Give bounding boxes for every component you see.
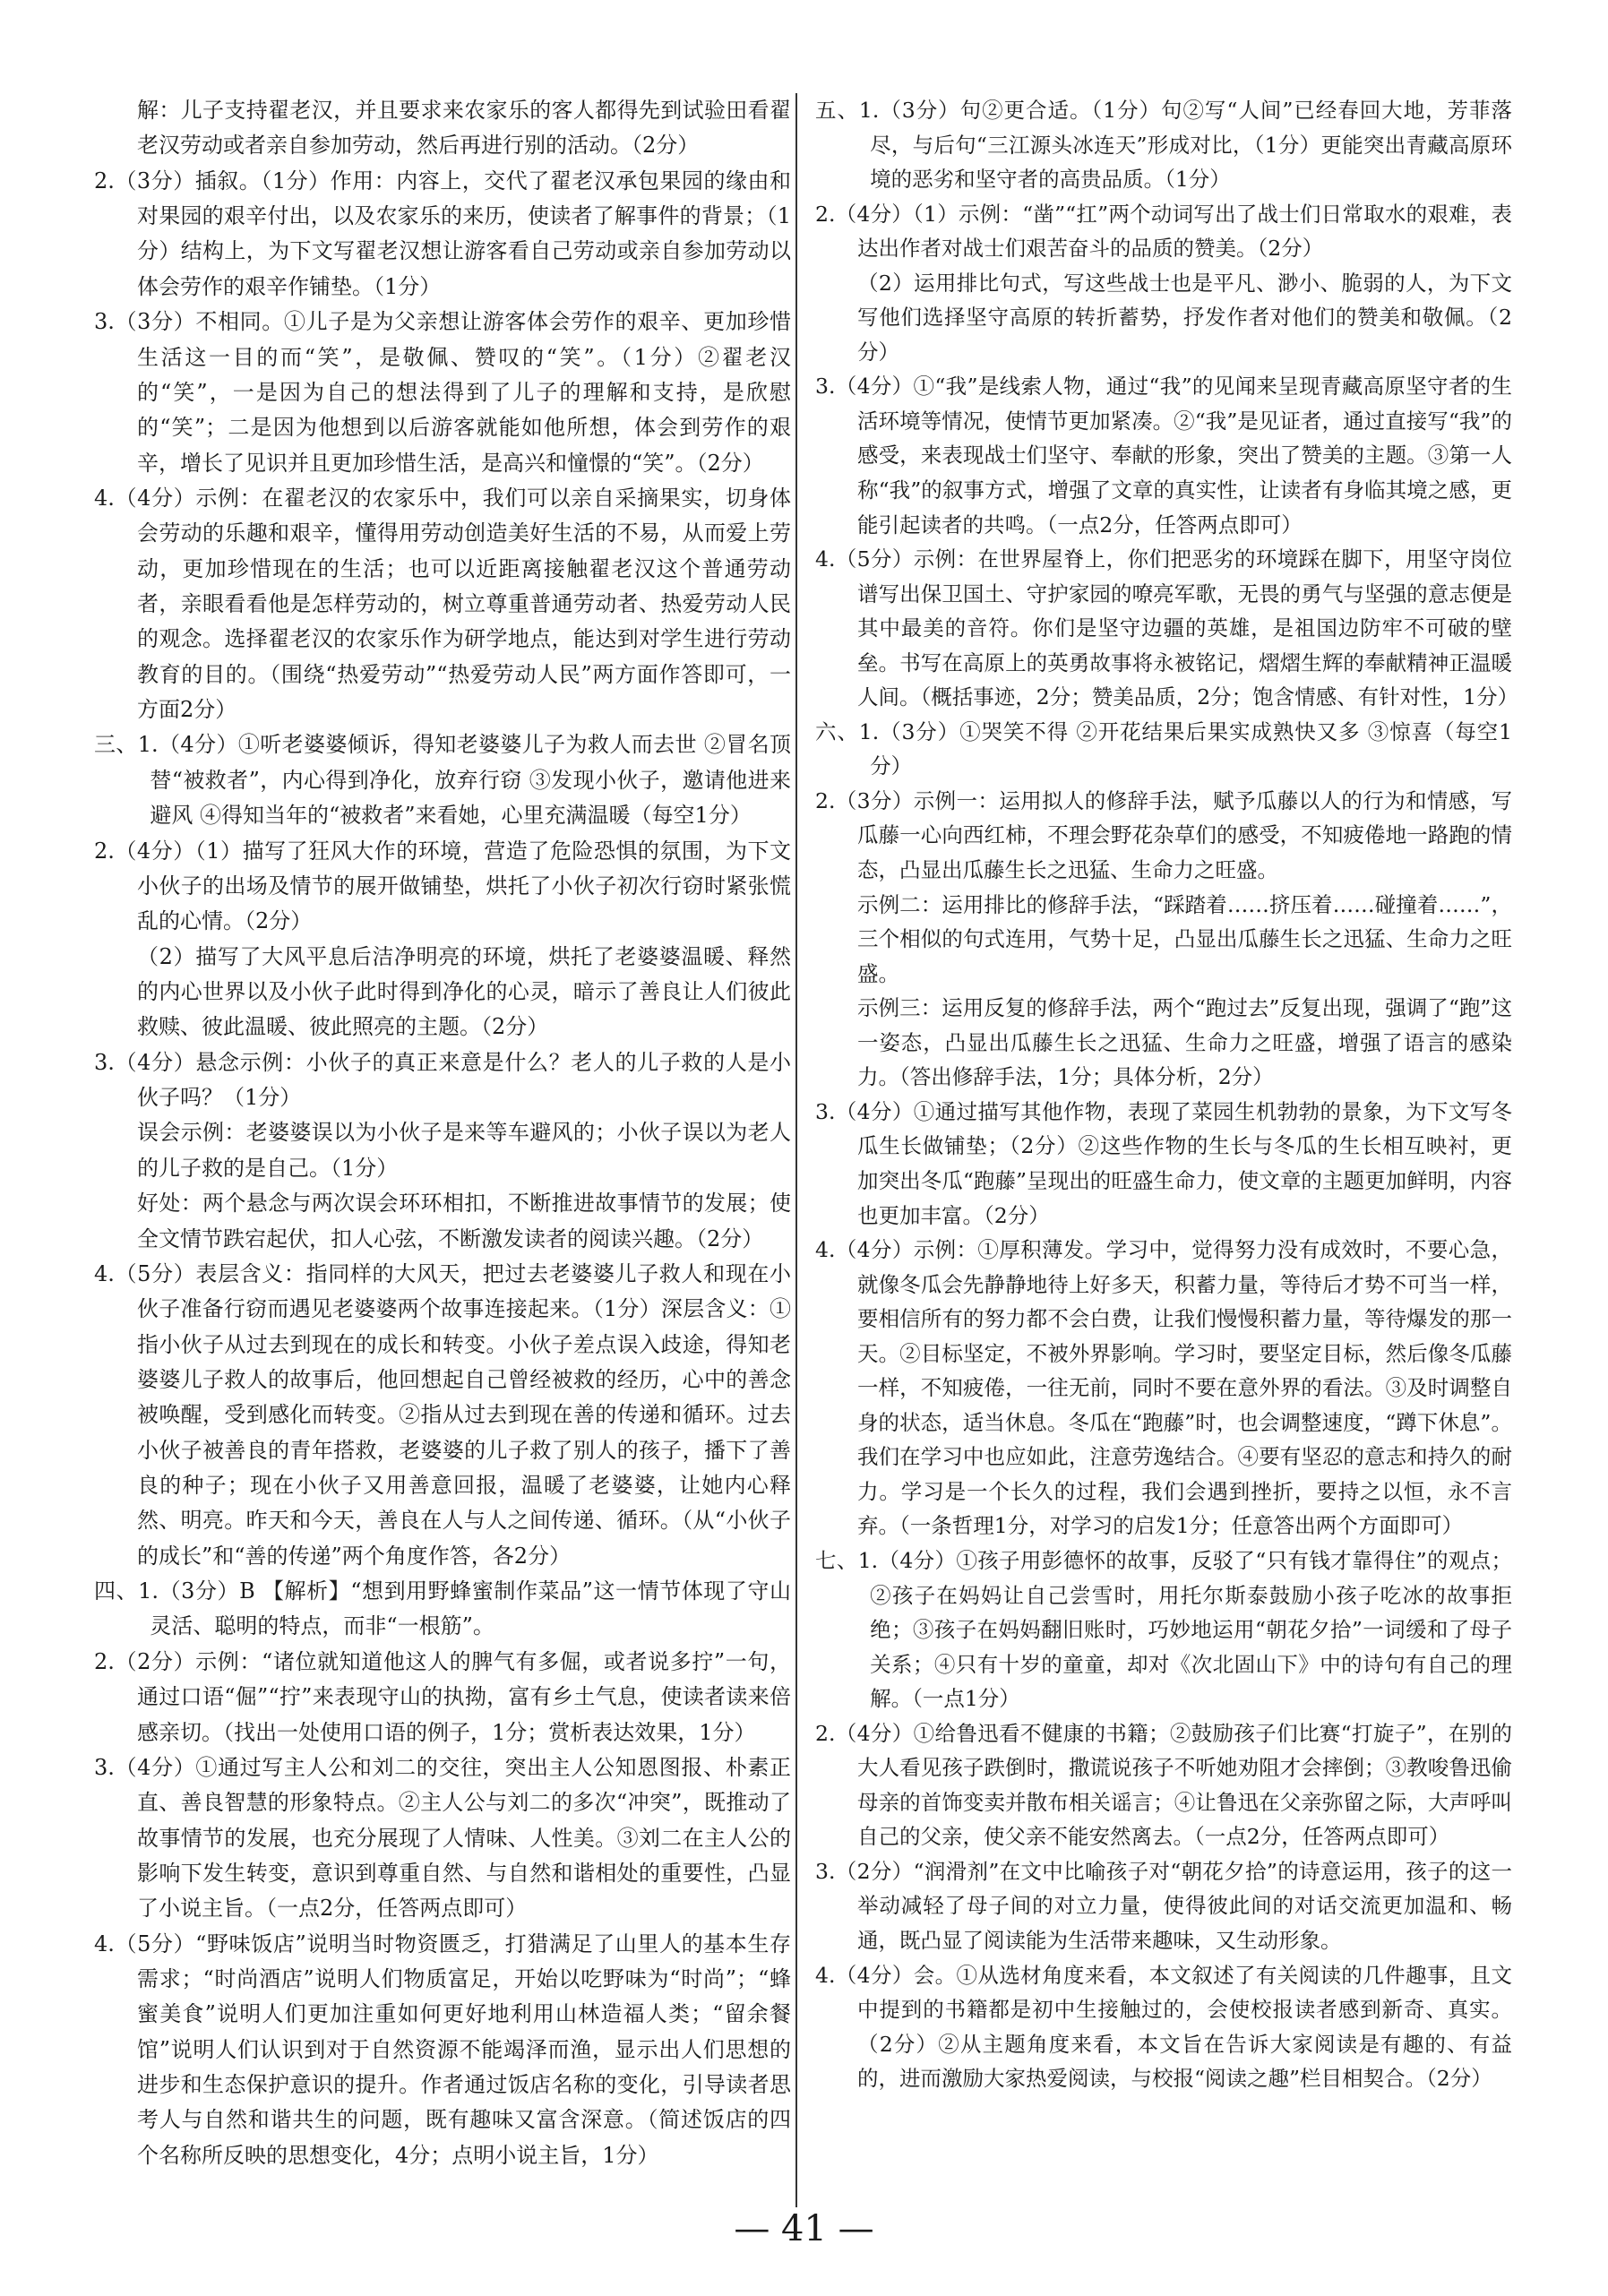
answer-paragraph: （2）描写了大风平息后洁净明亮的环境，烘托了老婆婆温暖、释然的内心世界以及小伙子此时得到净化的心灵，暗示了善良让人们彼此救赎、彼此温暖、彼此照亮的主题。（2分） — [137, 943, 791, 1040]
answer-paragraph: 4.（4分）示例：①厚积薄发。学习中，觉得努力没有成效时，不要心急，就像冬瓜会先静静地待上好多天，积蓄力量，等待后才势不可当一样，要相信所有的努力都不会白费，让我们慢慢积蓄力量，等待爆发的那一天。②目标坚定，不被外界影响。学习时，要坚定目标，然后像冬瓜藤一样，不知疲倦，一往无前，同时不要在意外界的看法。③及时调整自身的状态，适当休息。冬瓜在“跑藤”时，也会调整速度，“蹲下休息”。我们在学习中也应如此，注意劳逸结合。④要有坚忍的意志和持久的耐力。学习是一个长久的过程，我们会遇到挫折，要持之以恒，永不言弃。（一条哲理1分，对学习的启发1分；任意答出两个方面即可） — [815, 1237, 1512, 1539]
answer-paragraph: 六、1.（3分）①哭笑不得 ②开花结果后果实成熟快又多 ③惊喜（每空1分） — [815, 718, 1512, 779]
answer-paragraph: 3.（4分）①通过描写其他作物，表现了菜园生机勃勃的景象，为下文写冬瓜生长做铺垫；（2分）②这些作物的生长与冬瓜的生长相互映衬，更加突出冬瓜“跑藤”呈现出的旺盛生命力，使文章的主题更加鲜明，内容也更加丰富。（2分） — [815, 1098, 1512, 1228]
answer-paragraph: 三、1.（4分）①听老婆婆倾诉，得知老婆婆儿子为救人而去世 ②冒名顶替“被救者”，内心得到净化，放弃行窃 ③发现小伙子，邀请他进来避风 ④得知当年的“被救者”来看她，心里充满温暖（每空1分） — [94, 732, 791, 829]
answer-paragraph: 3.（4分）①通过写主人公和刘二的交往，突出主人公知恩图报、朴素正直、善良智慧的形象特点。②主人公与刘二的多次“冲突”，既推动了故事情节的发展，也充分展现了人情味、人性美。③刘二在主人公的影响下发生转变，意识到尊重自然、与自然和谐相处的重要性，凸显了小说主旨。（一点2分，任答两点即可） — [94, 1754, 791, 1922]
answer-paragraph: 4.（4分）示例：在翟老汉的农家乐中，我们可以亲自采摘果实，切身体会劳动的乐趣和艰辛，懂得用劳动创造美好生活的不易，从而爱上劳动，更加珍惜现在的生活；也可以近距离接触翟老汉这个普通劳动者，亲眼看看他是怎样劳动的，树立尊重普通劳动者、热爱劳动人民的观念。选择翟老汉的农家乐作为研学地点，能达到对学生进行劳动教育的目的。（围绕“热爱劳动”“热爱劳动人民”两方面作答即可，一方面2分） — [94, 485, 791, 723]
answer-paragraph: 好处：两个悬念与两次误会环环相扣，不断推进故事情节的发展；使全文情节跌宕起伏，扣人心弦，不断激发读者的阅读兴趣。（2分） — [137, 1191, 791, 1251]
answer-paragraph: 示例二：运用排比的修辞手法，“踩踏着……挤压着……碰撞着……”，三个相似的句式连用，气势十足，凸显出瓜藤生长之迅猛、生命力之旺盛。 — [857, 891, 1512, 986]
answer-paragraph: 3.（4分）①“我”是线索人物，通过“我”的见闻来呈现青藏高原坚守者的生活环境等情况，使情节更加紧凑。②“我”是见证者，通过直接写“我”的感受，来表现战士们坚守、奉献的形象，突出了赞美的主题。③第一人称“我”的叙事方式，增强了文章的真实性，让读者有身临其境之感，更能引起读者的共鸣。（一点2分，任答两点即可） — [815, 374, 1512, 537]
answer-paragraph: 2.（4分）①给鲁迅看不健康的书籍；②鼓励孩子们比赛“打旋子”，在别的大人看见孩子跌倒时，撒谎说孩子不听她劝阻才会摔倒；③教唆鲁迅偷母亲的首饰变卖并散布相关谣言；④让鲁迅在父亲弥留之际，大声呼叫自己的父亲，使父亲不能安然离去。（一点2分，任答两点即可） — [815, 1720, 1512, 1850]
answer-paragraph: 2.（4分）（1）描写了狂风大作的环境，营造了危险恐惧的氛围，为下文小伙子的出场及情节的展开做铺垫，烘托了小伙子初次行窃时紧张慌乱的心情。（2分） — [94, 838, 791, 934]
answer-paragraph: 2.（4分）（1）示例：“凿”“扛”两个动词写出了战士们日常取水的艰难，表达出作者对战士们艰苦奋斗的品质的赞美。（2分） — [815, 201, 1512, 262]
page-number: — 41 — — [734, 2208, 874, 2249]
answer-paragraph: 2.（3分）示例一：运用拟人的修辞手法，赋予瓜藤以人的行为和情感，写瓜藤一心向西红柿，不理会野花杂草们的感受，不知疲倦地一路跑的情态，凸显出瓜藤生长之迅猛、生命力之旺盛。 — [815, 787, 1512, 883]
answer-paragraph: （2）运用排比句式，写这些战士也是平凡、渺小、脆弱的人，为下文写他们选择坚守高原的转折蓄势，抒发作者对他们的赞美和敬佩。（2分） — [857, 270, 1512, 365]
answer-paragraph: 2.（2分）示例：“诸位就知道他这人的脾气有多倔，或者说多拧”一句，通过口语“倔”“拧”来表现守山的执拗，富有乡土气息，使读者读来倍感亲切。（找出一处使用口语的例子，1分；赏析表达效果，1分） — [94, 1648, 791, 1745]
answer-paragraph: 五、1.（3分）句②更合适。（1分）句②写“人间”已经春回大地，芳菲落尽，与后句“三江源头冰连天”形成对比，（1分）更能突出青藏高原环境的恶劣和坚守者的高贵品质。（1分） — [815, 98, 1512, 193]
answer-paragraph: 4.（5分）表层含义：指同样的大风天，把过去老婆婆儿子救人和现在小伙子准备行窃而遇见老婆婆两个故事连接起来。（1分）深层含义：①指小伙子从过去到现在的成长和转变。小伙子差点误入歧途，得知老婆婆儿子救人的故事后，他回想起自己曾经被救的经历，心中的善念被唤醒，受到感化而转变。②指从过去到现在善的传递和循环。过去小伙子被善良的青年搭救，老婆婆的儿子救了别人的孩子，播下了善良的种子；现在小伙子又用善意回报，温暖了老婆婆，让她内心释然、明亮。昨天和今天，善良在人与人之间传递、循环。（从“小伙子的成长”和“善的传递”两个角度作答，各2分） — [94, 1260, 791, 1569]
right-column — [815, 93, 1519, 2096]
answer-paragraph: 2.（3分）插叙。（1分）作用：内容上，交代了翟老汉承包果园的缘由和对果园的艰辛付出，以及农家乐的来历，使读者了解事件的背景；（1分）结构上，为下文写翟老汉想让游客看自己劳动或亲自参加劳动以体会劳作的艰辛作铺垫。（1分） — [94, 168, 791, 299]
left-column — [94, 93, 791, 2173]
answer-paragraph: 解：儿子支持翟老汉，并且要求来农家乐的客人都得先到试验田看翟老汉劳动或者亲自参加劳动，然后再进行别的活动。（2分） — [137, 98, 791, 159]
answer-paragraph: 误会示例：老婆婆误以为小伙子是来等车避风的；小伙子误以为老人的儿子救的是自己。（1分） — [137, 1120, 791, 1181]
answer-paragraph: 示例三：运用反复的修辞手法，两个“跑过去”反复出现，强调了“跑”这一姿态，凸显出瓜藤生长之迅猛、生命力之旺盛，增强了语言的感染力。（答出修辞手法，1分；具体分析，2分） — [857, 995, 1512, 1090]
answer-paragraph: 3.（3分）不相同。①儿子是为父亲想让游客体会劳作的艰辛、更加珍惜生活这一目的而“笑”，是敬佩、赞叹的“笑”。（1分）②翟老汉的“笑”，一是因为自己的想法得到了儿子的理解和支持，是欣慰的“笑”；二是因为他想到以后游客就能如他所想，体会到劳作的艰辛，增长了见识并且更加珍惜生活，是高兴和憧憬的“笑”。（2分） — [94, 309, 791, 476]
answer-paragraph: 4.（5分）“野味饭店”说明当时物资匮乏，打猎满足了山里人的基本生存需求；“时尚酒店”说明人们物质富足，开始以吃野味为“时尚”；“蜂蜜美食”说明人们更加注重如何更好地利用山林造福人类；“留余餐馆”说明人们认识到对于自然资源不能竭泽而渔，显示出人们思想的进步和生态保护意识的提升。作者通过饭店名称的变化，引导读者思考人与自然和谐共生的问题，既有趣味又富含深意。（简述饭店的四个名称所反映的思想变化，4分；点明小说主旨，1分） — [94, 1931, 791, 2168]
column-divider — [795, 93, 797, 2207]
answer-paragraph: 3.（2分）“润滑剂”在文中比喻孩子对“朝花夕拾”的诗意运用，孩子的这一举动减轻了母子间的对立力量，使得彼此间的对话交流更加温和、畅通，既凸显了阅读能为生活带来趣味，又生动形象。 — [815, 1858, 1512, 1953]
answer-paragraph: 4.（4分）会。①从选材角度来看，本文叙述了有关阅读的几件趣事，且文中提到的书籍都是初中生接触过的，会使校报读者感到新奇、真实。（2分）②从主题角度来看，本文旨在告诉大家阅读是有趣的、有益的，进而激励大家热爱阅读，与校报“阅读之趣”栏目相契合。（2分） — [815, 1962, 1512, 2092]
answer-paragraph: 四、1.（3分）B 【解析】“想到用野蜂蜜制作菜品”这一情节体现了守山灵活、聪明的特点，而非“一根筋”。 — [94, 1578, 791, 1639]
answer-paragraph: 3.（4分）悬念示例：小伙子的真正来意是什么？老人的儿子救的人是小伙子吗？（1分） — [94, 1049, 791, 1111]
answer-paragraph: 4.（5分）示例：在世界屋脊上，你们把恶劣的环境踩在脚下，用坚守岗位谱写出保卫国土、守护家园的嘹亮军歌，无畏的勇气与坚强的意志便是其中最美的音符。你们是坚守边疆的英雄，是祖国边防牢不可破的壁垒。书写在高原上的英勇故事将永被铭记，熠熠生辉的奉献精神正温暖人间。（概括事迹，2分；赞美品质，2分；饱含情感、有针对性，1分） — [815, 546, 1519, 710]
answer-paragraph: 七、1.（4分）①孩子用彭德怀的故事，反驳了“只有钱才靠得住”的观点；②孩子在妈妈让自己尝雪时，用托尔斯泰鼓励小孩子吃冰的故事拒绝；③孩子在妈妈翻旧账时，巧妙地运用“朝花夕拾”一词缓和了母子关系；④只有十岁的童童，却对《次北固山下》中的诗句有自己的理解。（一点1分） — [815, 1547, 1512, 1712]
